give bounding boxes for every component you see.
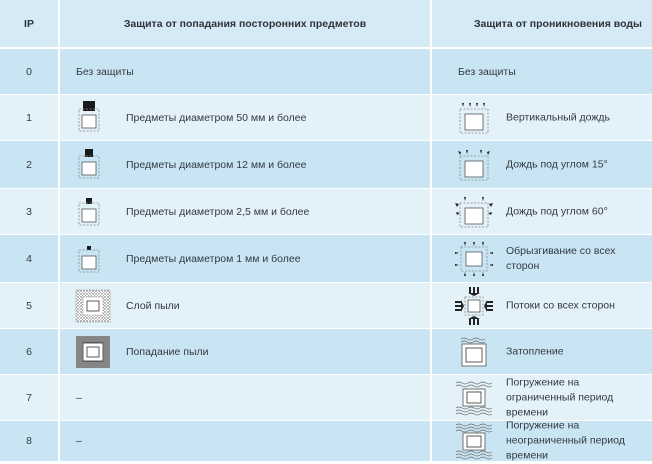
table-row xyxy=(0,189,652,234)
water-description: Погружение на неограниченный период времени xyxy=(506,419,625,462)
water-description: Без защиты xyxy=(458,65,516,78)
solid-12mm-icon xyxy=(74,146,108,184)
solid-2-5mm-icon xyxy=(74,193,108,231)
table-row xyxy=(0,375,652,420)
solid-description: Попадание пыли xyxy=(126,345,209,358)
ip-code: 4 xyxy=(0,235,58,282)
header-water-protection: Защита от проникновения воды xyxy=(432,0,652,47)
solid-description: Предметы диаметром 1 мм и более xyxy=(126,252,301,265)
table-row xyxy=(0,329,652,374)
table-row xyxy=(0,283,652,328)
ip-code: 8 xyxy=(0,421,58,461)
table-row xyxy=(0,95,652,140)
jets-icon xyxy=(454,286,494,326)
dust-layer-icon xyxy=(74,287,112,325)
ip-code: 0 xyxy=(0,49,58,94)
header-ip: IP xyxy=(0,0,58,47)
vertical-rain-icon xyxy=(454,99,494,137)
water-description: Вертикальный дождь xyxy=(506,111,610,123)
splash-icon xyxy=(454,239,494,279)
table-row xyxy=(0,235,652,282)
water-description: Погружение на ограниченный период времени xyxy=(506,376,614,418)
water-description: Затопление xyxy=(506,345,564,357)
ip-code: 6 xyxy=(0,329,58,374)
solid-1mm-icon xyxy=(74,240,108,278)
water-description: Дождь под углом 15° xyxy=(506,158,608,170)
solid-description: Без защиты xyxy=(76,65,134,78)
ip-code: 5 xyxy=(0,283,58,328)
dust-tight-icon xyxy=(74,333,112,371)
ip-code: 2 xyxy=(0,141,58,188)
rain-15-icon xyxy=(454,146,494,184)
solid-description: – xyxy=(76,391,82,404)
water-description: Дождь под углом 60° xyxy=(506,205,608,217)
solid-description: Предметы диаметром 50 мм и более xyxy=(126,111,307,124)
table-header xyxy=(0,0,652,47)
ip-code: 3 xyxy=(0,189,58,234)
flooding-icon xyxy=(454,333,494,371)
water-description: Обрызгивание со всех сторон xyxy=(506,244,616,272)
table-row xyxy=(0,421,652,461)
solid-50mm-icon xyxy=(74,99,108,137)
ip-code: 7 xyxy=(0,375,58,420)
ip-code: 1 xyxy=(0,95,58,140)
rain-60-icon xyxy=(454,193,494,231)
immersion-unlimited-icon xyxy=(454,421,494,461)
immersion-limited-icon xyxy=(454,378,494,418)
header-solid-protection: Защита от попадания посторонних предметов xyxy=(60,0,430,47)
solid-description: Предметы диаметром 2,5 мм и более xyxy=(126,205,310,218)
table-row xyxy=(0,141,652,188)
water-description: Потоки со всех сторон xyxy=(506,299,615,311)
solid-description: Слой пыли xyxy=(126,299,180,312)
table-row xyxy=(0,49,652,94)
solid-description: – xyxy=(76,435,82,447)
solid-description: Предметы диаметром 12 мм и более xyxy=(126,158,307,171)
